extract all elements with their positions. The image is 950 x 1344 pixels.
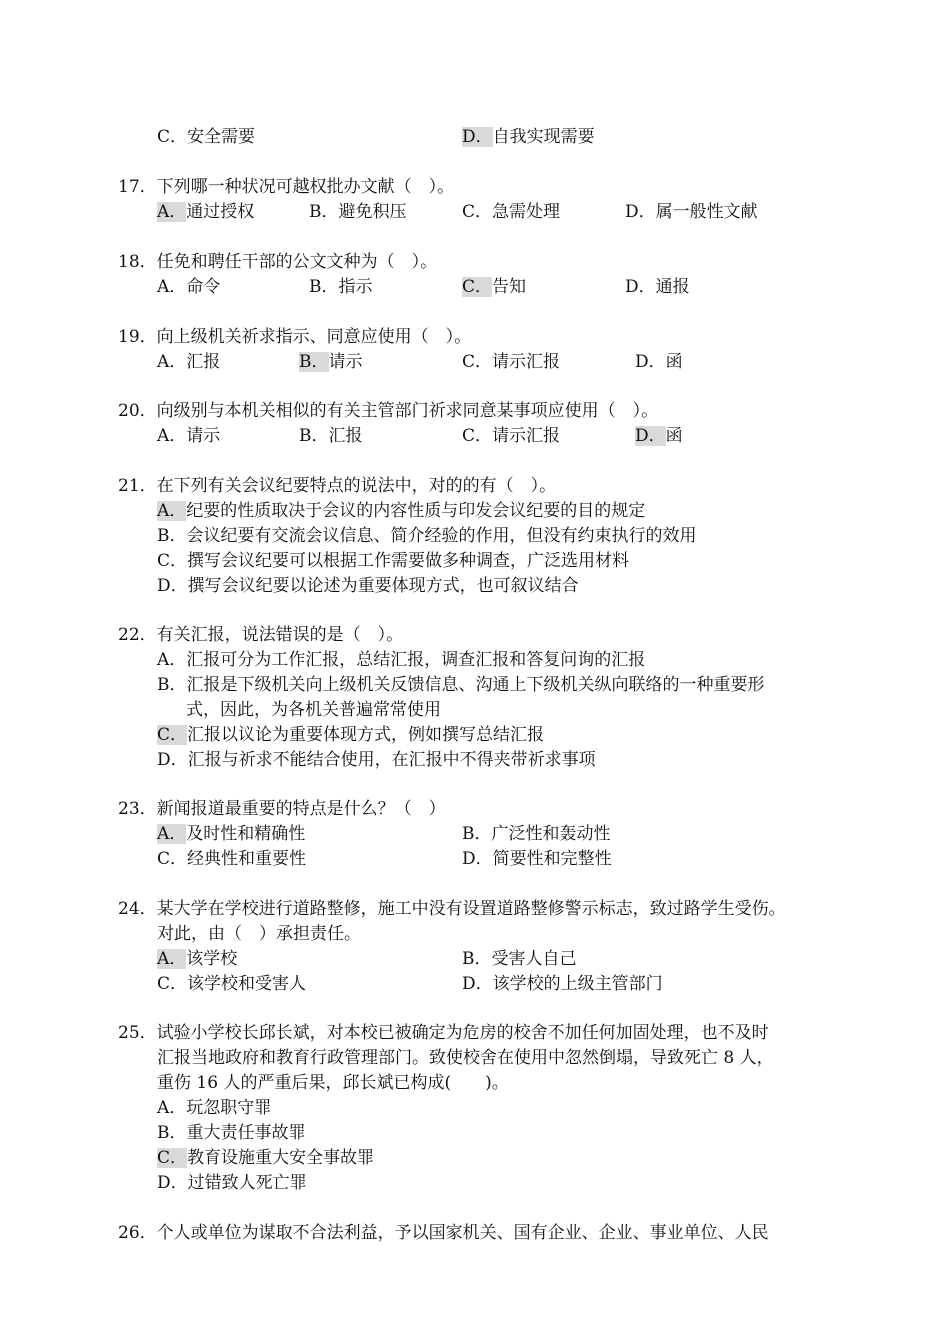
answer-highlight: A． <box>157 202 187 222</box>
q23-option-b: B．广泛性和轰动性 <box>462 824 611 844</box>
q19-option-b: B．请示 <box>299 352 363 372</box>
q20-option-b: B．汇报 <box>299 426 363 446</box>
q18-stem: 18．任免和聘任干部的公文文种为（ ）。 <box>118 252 438 272</box>
q23-option-a: A．及时性和精确性 <box>157 824 306 844</box>
q24-option-b: B．受害人自己 <box>462 949 577 969</box>
q21-option-c: C．撰写会议纪要可以根据工作需要做多种调查，广泛选用材料 <box>157 551 630 571</box>
q17-option-d: D．属一般性文献 <box>625 202 758 222</box>
q20-option-a: A．请示 <box>157 426 221 446</box>
answer-highlight: D． <box>462 127 493 147</box>
q22-option-a: A．汇报可分为工作汇报，总结汇报，调查汇报和答复问询的汇报 <box>157 650 646 670</box>
q18-option-b: B．指示 <box>309 277 373 297</box>
q20-option-c: C．请示汇报 <box>462 426 561 446</box>
q17-option-c: C．急需处理 <box>462 202 561 222</box>
answer-highlight: D． <box>635 426 666 446</box>
q17-option-b: B．避免积压 <box>309 202 407 222</box>
q25-stem-line2: 汇报当地政府和教育行政管理部门。致使校舍在使用中忽然倒塌，导致死亡 8 人， <box>157 1048 774 1068</box>
q25-stem-line3: 重伤 16 人的严重后果，邱长斌已构成( )。 <box>157 1073 509 1093</box>
q25-stem-line1: 25．试验小学校长邱长斌，对本校已被确定为危房的校舍不加任何加固处理，也不及时 <box>118 1023 769 1043</box>
answer-highlight: C． <box>462 277 493 297</box>
q25-option-d: D．过错致人死亡罪 <box>157 1173 307 1193</box>
q22-option-d: D．汇报与祈求不能结合使用，在汇报中不得夹带祈求事项 <box>157 750 596 770</box>
q25-option-b: B．重大责任事故罪 <box>157 1123 306 1143</box>
q18-option-a: A．命令 <box>157 277 221 297</box>
q26-stem: 26．个人或单位为谋取不合法利益，予以国家机关、国有企业、企业、事业单位、人民 <box>118 1223 769 1243</box>
q19-stem: 19．向上级机关祈求指示、同意应使用（ ）。 <box>118 327 472 347</box>
q17-option-a: A．通过授权 <box>157 202 255 222</box>
q19-option-a: A．汇报 <box>157 352 221 372</box>
q24-option-c: C．该学校和受害人 <box>157 974 307 994</box>
q25-option-a: A．玩忽职守罪 <box>157 1098 272 1118</box>
q22-option-b-line1: B．汇报是下级机关向上级机关反馈信息、沟通上下级机关纵向联络的一种重要形 <box>157 675 765 695</box>
q16-option-c: C．安全需要 <box>157 127 256 147</box>
q20-option-d: D．函 <box>635 426 683 446</box>
q21-option-d: D．撰写会议纪要以论述为重要体现方式，也可叙议结合 <box>157 576 579 596</box>
q24-stem-line2: 对此，由（ ）承担责任。 <box>157 924 361 944</box>
answer-highlight: B． <box>299 352 329 372</box>
answer-highlight: A． <box>157 824 187 844</box>
q22-option-c: C．汇报以议论为重要体现方式，例如撰写总结汇报 <box>157 725 545 745</box>
q24-stem-line1: 24．某大学在学校进行道路整修，施工中没有设置道路整修警示标志，致过路学生受伤。 <box>118 899 786 919</box>
q22-stem: 22．有关汇报，说法错误的是（ ）。 <box>118 625 404 645</box>
q21-option-a: A．纪要的性质取决于会议的内容性质与印发会议纪要的目的规定 <box>157 501 646 521</box>
q23-option-d: D．简要性和完整性 <box>462 849 612 869</box>
q18-option-c: C．告知 <box>462 277 527 297</box>
q23-stem: 23．新闻报道最重要的特点是什么？（ ） <box>118 799 446 819</box>
q21-stem: 21．在下列有关会议纪要特点的说法中，对的的有（ ）。 <box>118 476 557 496</box>
answer-highlight: A． <box>157 501 187 521</box>
answer-highlight: C． <box>157 725 188 745</box>
q23-option-c: C．经典性和重要性 <box>157 849 307 869</box>
answer-highlight: A． <box>157 949 187 969</box>
q18-option-d: D．通报 <box>625 277 690 297</box>
q20-stem: 20．向级别与本机关相似的有关主管部门祈求同意某事项应使用（ ）。 <box>118 401 659 421</box>
q25-option-c: C．教育设施重大安全事故罪 <box>157 1148 375 1168</box>
q22-option-b-line2: 式，因此，为各机关普遍常常使用 <box>186 700 441 720</box>
q19-option-c: C．请示汇报 <box>462 352 561 372</box>
q21-option-b: B．会议纪要有交流会议信息、简介经验的作用，但没有约束执行的效用 <box>157 526 697 546</box>
answer-highlight: C． <box>157 1148 188 1168</box>
q24-option-d: D．该学校的上级主管部门 <box>462 974 663 994</box>
q24-option-a: A．该学校 <box>157 949 238 969</box>
q19-option-d: D．函 <box>635 352 683 372</box>
q16-option-d: D．自我实现需要 <box>462 127 595 147</box>
q17-stem: 17．下列哪一种状况可越权批办文献（ ）。 <box>118 177 455 197</box>
